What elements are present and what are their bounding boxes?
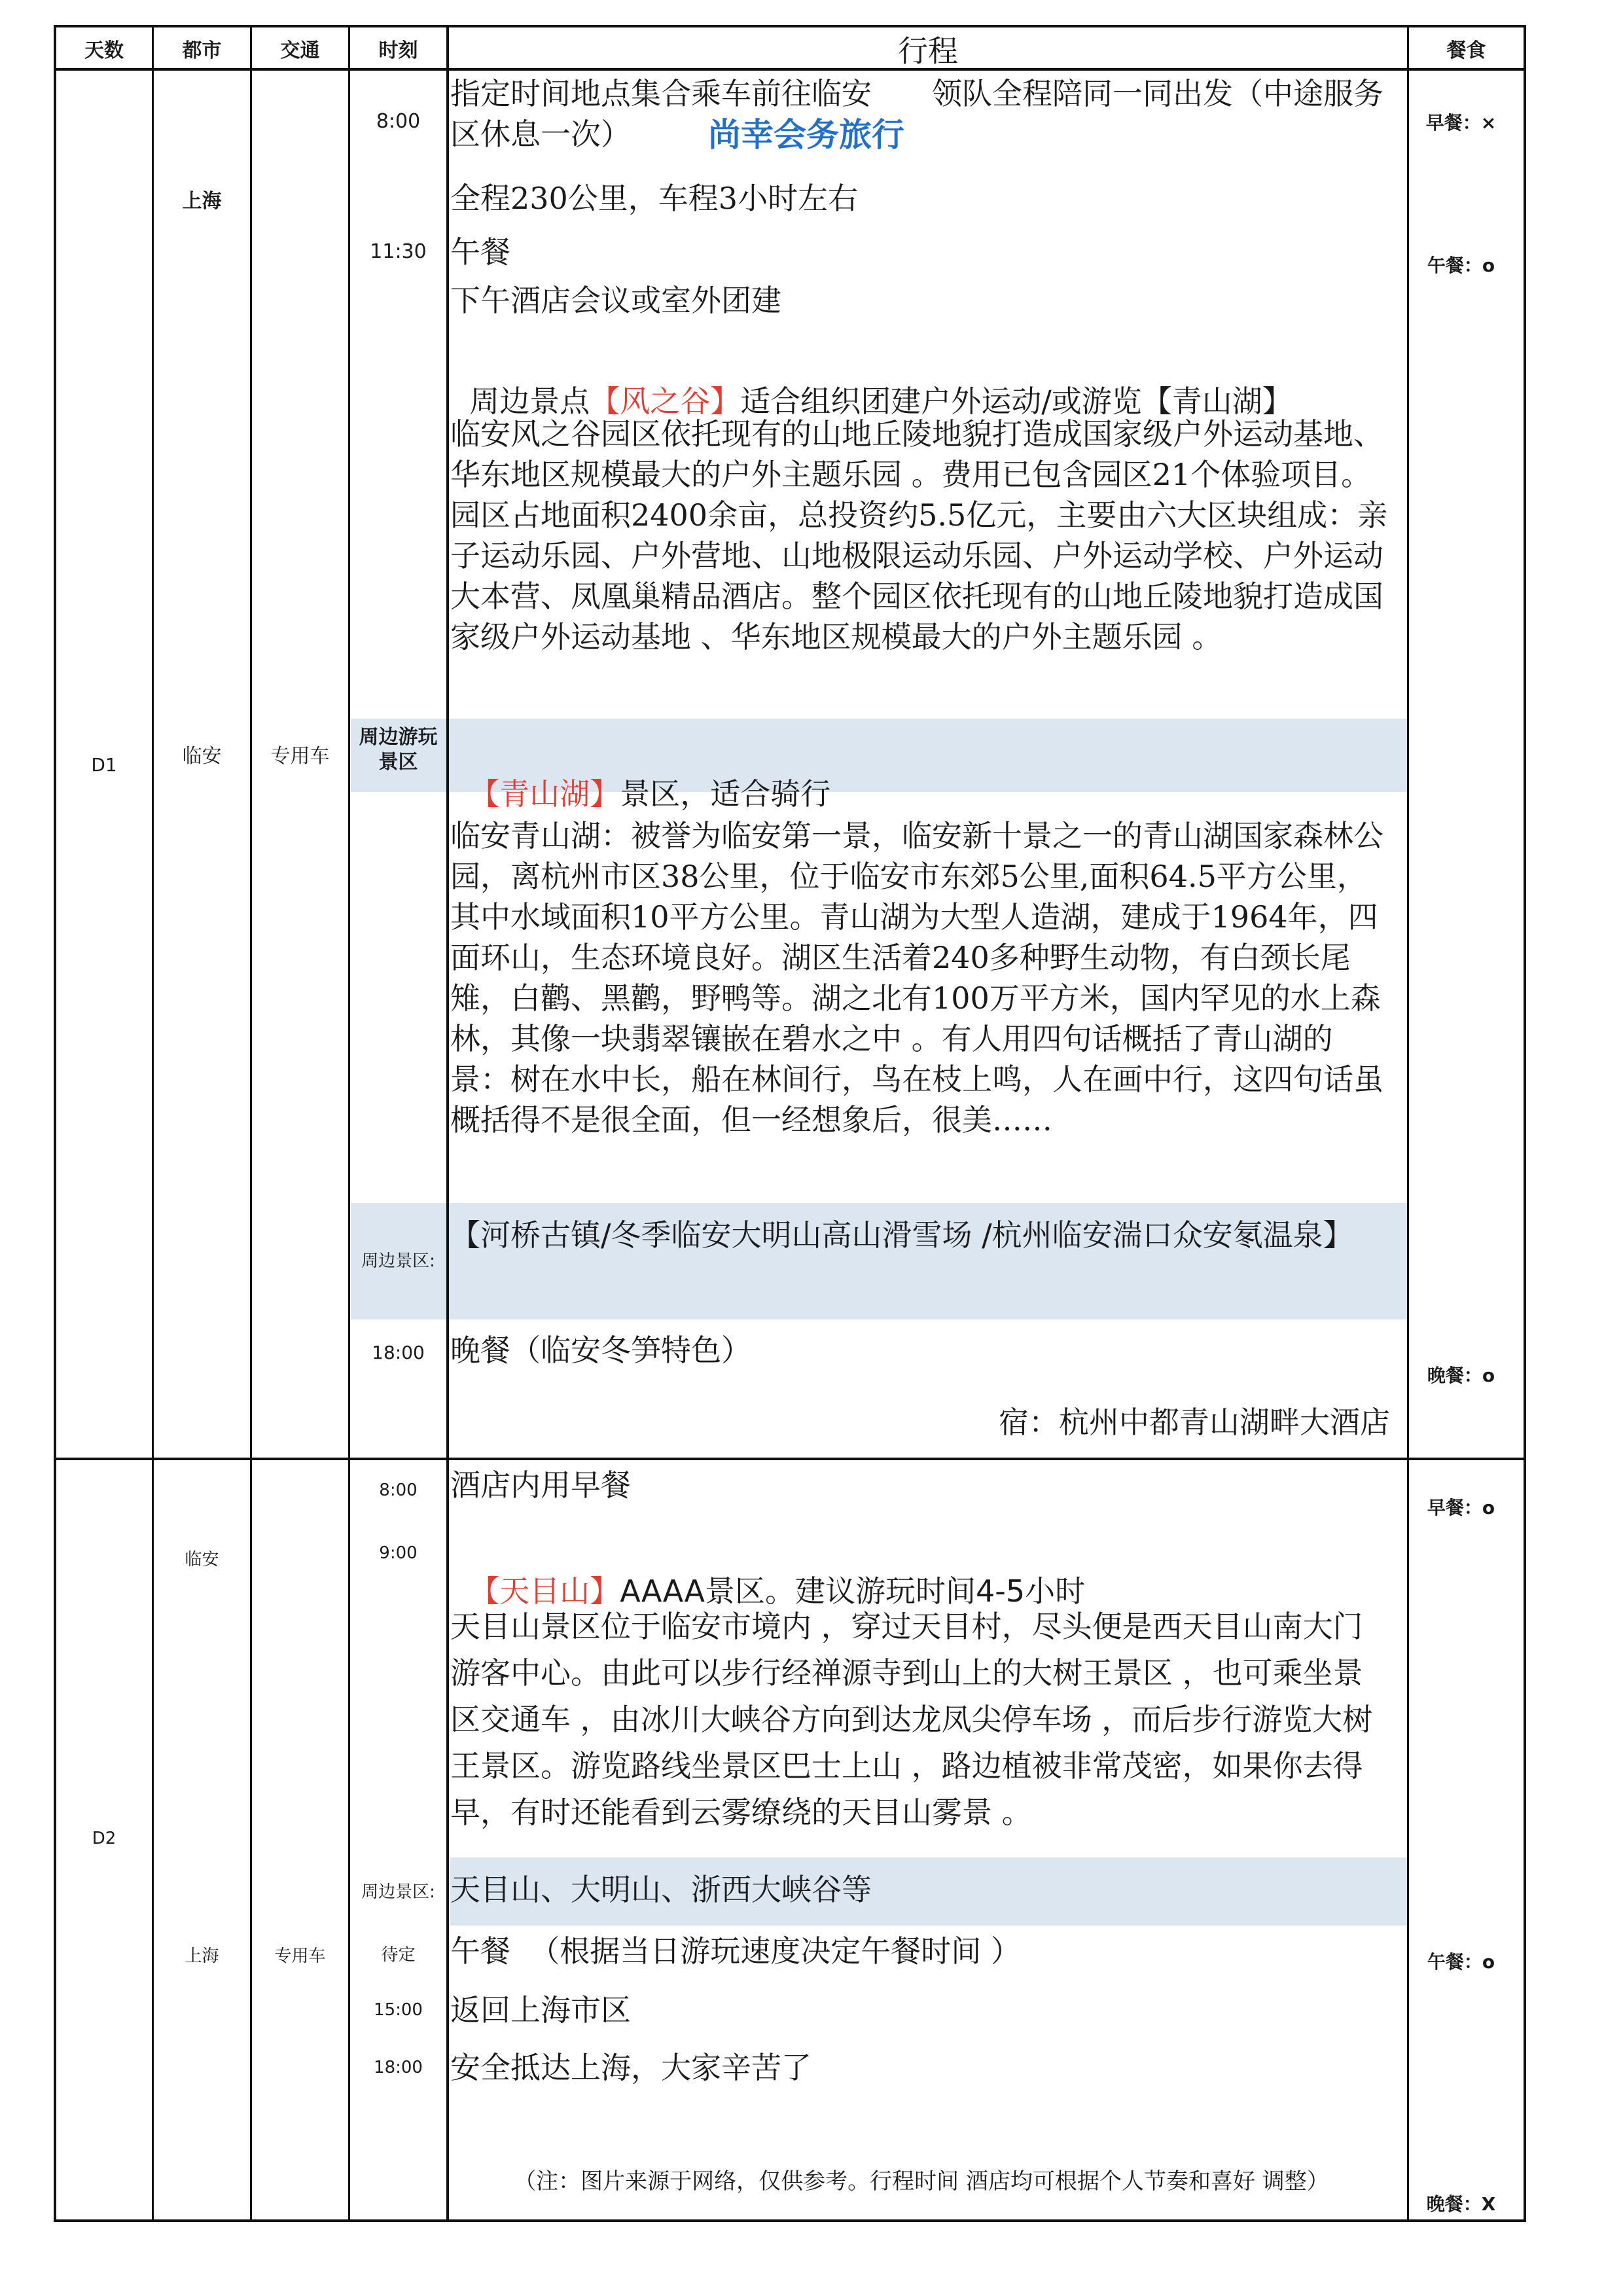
col-border-itinerary xyxy=(1407,25,1409,2222)
d2-arrive-text: 安全抵达上海，大家辛苦了 xyxy=(450,2050,812,2085)
watermark-logo: 尚幸会务旅行 xyxy=(708,116,904,154)
d1-scenic-prefix: 周边景点 xyxy=(469,384,590,419)
d2-time-0900: 9:00 xyxy=(379,1543,418,1563)
d1-fengzhigu-description: 临安风之谷园区依托现有的山地丘陵地貌打造成国家级户外运动基地、华东地区规模最大的户外主题乐园 。费用已包含园区21个体验项目。园区占地面积2400余亩，总投资约5.5亿元，主要由六大区块组成：亲子运动乐园、户外营地、山地极限运动乐园、户外运动学校、户外运动大本营、凤凰巢精品酒店。整个园区依托现有的山地丘陵地貌打造成国家级户外运动基地 、华东地区规模最大的户外主题乐园 。 xyxy=(450,416,1388,655)
d1-qingshan-heading xyxy=(450,733,1393,814)
d2-tianmu-description: 天目山景区位于临安市境内 ，穿过天目村，尽头便是西天目山南大门游客中心。由此可以步行经禅源寺到山上的大树王景区 ，也可乘坐景区交通车 ，由冰川大峡谷方向到达龙凤尖停车场 ，而后步行游览大树王景区。游览路线坐景区巴士上山 ，路边植被非常茂密，如果你去得早，有时还能看到云雾缭绕的天目山雾景 。 xyxy=(450,1609,1373,1830)
header-itinerary: 行程 xyxy=(898,33,958,69)
d2-time-1500: 15:00 xyxy=(374,2000,423,2020)
d2-meal-dinner: 晚餐：X xyxy=(1426,2193,1496,2215)
col-border-right xyxy=(1524,25,1526,2222)
d1-qingshan-desc: 景区，适合骑行 xyxy=(620,776,831,812)
d2-tianmu-desc: AAAA景区。建议游玩时间4-5小时 xyxy=(620,1573,1086,1609)
d1-nearby-attractions: 【河桥古镇/冬季临安大明山高山滑雪场 /杭州临安湍口众安氡温泉】 xyxy=(450,1217,1353,1253)
d1-depart-text: 指定时间地点集合乘车前往临安 领队全程陪同一同出发（中途服务区休息一次） xyxy=(450,76,1383,152)
d2-lunch-text: 午餐 （根据当日游玩速度决定午餐时间 ） xyxy=(450,1933,1021,1969)
header-meals: 餐食 xyxy=(1446,39,1486,62)
d2-time-1800: 18:00 xyxy=(374,2058,423,2077)
day-divider xyxy=(54,1458,1526,1460)
d2-tianmu-heading xyxy=(450,1530,1393,1611)
d1-scenic-fengzhigu: 【风之谷】 xyxy=(590,384,741,419)
d1-time-1130: 11:30 xyxy=(370,240,427,263)
d2-meal-breakfast: 早餐：o xyxy=(1427,1497,1495,1518)
d1-meal-dinner: 晚餐：o xyxy=(1427,1365,1495,1386)
d1-meal-breakfast: 早餐：× xyxy=(1425,112,1497,134)
d1-dinner-text: 晚餐（临安冬笋特色） xyxy=(450,1333,751,1368)
d1-scenic-text xyxy=(450,340,1393,422)
d1-transport: 专用车 xyxy=(270,745,330,768)
header-transport: 交通 xyxy=(280,39,320,62)
d1-hotel-text: 宿：杭州中都青山湖畔大酒店 xyxy=(999,1405,1390,1440)
header-days: 天数 xyxy=(84,39,124,62)
d2-time-tbd: 待定 xyxy=(381,1945,416,1965)
d1-time-1800: 18:00 xyxy=(372,1342,425,1363)
d1-meal-lunch: 午餐：o xyxy=(1427,255,1495,276)
d2-meal-lunch: 午餐：o xyxy=(1427,1951,1495,1973)
d2-city-linan: 临安 xyxy=(185,1550,219,1570)
d2-breakfast-text: 酒店内用早餐 xyxy=(450,1467,631,1503)
d1-time-nearby-scenic: 周边游玩景区 xyxy=(359,726,438,774)
table-bottom-border xyxy=(54,2219,1526,2222)
d2-nearby-attractions: 天目山、大明山、浙西大峡谷等 xyxy=(450,1872,872,1907)
header-city: 都市 xyxy=(182,39,222,62)
d1-afternoon-text: 下午酒店会议或室外团建 xyxy=(450,283,781,318)
header-time: 时刻 xyxy=(378,39,418,62)
d1-time-nearby: 周边景区: xyxy=(361,1251,435,1271)
col-border-city xyxy=(250,25,252,2222)
d2-transport: 专用车 xyxy=(274,1946,326,1966)
d1-qingshan-name: 【青山湖】 xyxy=(469,776,620,812)
d1-distance-text: 全程230公里，车程3小时左右 xyxy=(450,181,859,216)
d2-city-shanghai: 上海 xyxy=(185,1946,219,1966)
col-border-left xyxy=(54,25,56,2222)
col-border-days xyxy=(152,25,154,2222)
d1-qingshan-description: 临安青山湖：被誉为临安第一景，临安新十景之一的青山湖国家森林公园，离杭州市区38公里，位于临安市东郊5公里,面积64.5平方公里，其中水域面积10平方公里。青山湖为大型人造湖，建成于1964年，四面环山，生态环境良好。湖区生活着240多种野生动物，有白颈长尾雉，白鹳、黑鹳，野鸭等。湖之北有100万平方米，国内罕见的水上森林，其像一块翡翠镶嵌在碧水之中 。有人用四句话概括了青山湖的景：树在水中长，船在林间行，鸟在枝上鸣，人在画中行，这四句话虽概括得不是很全面，但一经想象后，很美…… xyxy=(450,818,1383,1138)
d1-city-shanghai: 上海 xyxy=(182,190,222,213)
d1-time-0800: 8:00 xyxy=(376,110,421,133)
d2-note-text: （注：图片来源于网络，仅供参考。行程时间 酒店均可根据个人节奏和喜好 调整） xyxy=(514,2168,1329,2195)
d1-city-linan: 临安 xyxy=(182,745,222,768)
d2-time-nearby: 周边景区: xyxy=(361,1882,435,1902)
d2-day-label: D2 xyxy=(92,1829,116,1848)
d2-return-text: 返回上海市区 xyxy=(450,1992,631,2028)
d2-time-0800: 8:00 xyxy=(379,1480,418,1500)
d1-scenic-suffix: 适合组织团建户外运动/或游览【青山湖】 xyxy=(740,384,1293,419)
col-border-time xyxy=(446,25,449,2222)
d1-day-label: D1 xyxy=(91,754,117,776)
d1-lunch-text: 午餐 xyxy=(450,234,510,270)
d2-tianmu-name: 【天目山】 xyxy=(469,1573,620,1609)
